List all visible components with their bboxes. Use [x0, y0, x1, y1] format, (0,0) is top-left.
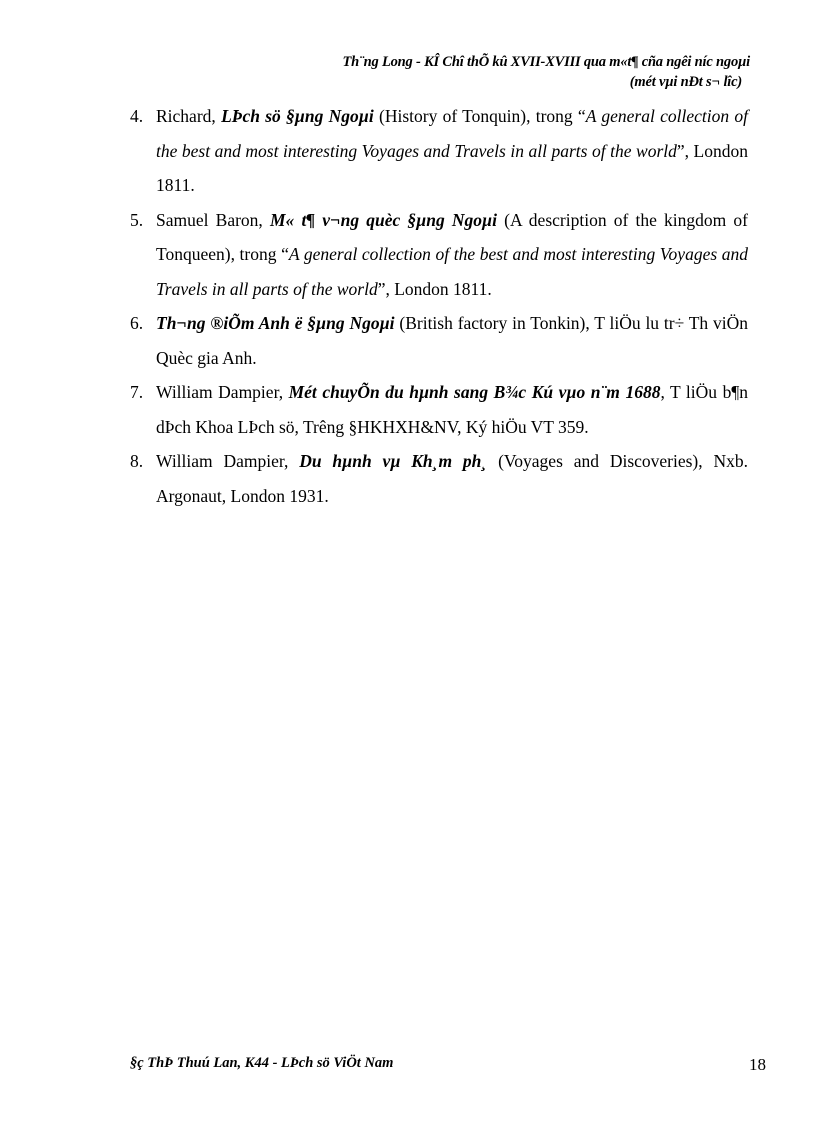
- reference-number: 5.: [130, 209, 144, 230]
- reference-list: [130, 99, 748, 513]
- reference-detail: (History of Tonquin), trong “: [373, 106, 586, 126]
- reference-item: [130, 375, 748, 444]
- reference-publication: ”, London 1811.: [377, 278, 492, 299]
- reference-number: 8.: [130, 451, 144, 471]
- reference-detail: (A description of the kingdom of Tonqueen), trong “: [156, 209, 748, 264]
- reference-text: [156, 306, 748, 375]
- reference-title: M« t¶ v¬ng quèc §µng Ngoµi: [269, 209, 497, 230]
- reference-collection: A general collection of the best and most interesting Voyages and Travels in all parts of the world: [156, 106, 748, 161]
- page-number: 18: [749, 1055, 766, 1074]
- reference-title: Du hµnh vµ Kh¸m ph¸: [299, 451, 488, 471]
- running-header: [230, 52, 750, 92]
- reference-title: LÞch sö §µng Ngoµi: [221, 106, 374, 126]
- reference-detail: (British factory in Tonkin), T liÖu lu tr÷ Th viÖn Quèc gia Anh.: [156, 313, 748, 368]
- reference-detail: (Voyages and Discoveries), Nxb. Argonaut, London 1931.: [156, 451, 748, 506]
- header-title: Th¨ng Long - KÎ Chî thÕ kû XVII-XVIII qua m«t¶ cña ngêi níc ngoµi: [342, 54, 750, 70]
- reference-author: William Dampier,: [156, 382, 289, 402]
- reference-number: 4.: [130, 106, 144, 126]
- reference-publication: ”, London 1811.: [156, 140, 748, 195]
- footer-author: §ç ThÞ Thuú Lan, K44 - LÞch sö ViÖt Nam: [130, 1055, 394, 1071]
- reference-item: [130, 203, 748, 307]
- reference-number: 7.: [130, 382, 144, 402]
- reference-text: [156, 375, 748, 444]
- reference-text: [156, 203, 748, 307]
- reference-title: Th¬ng ®iÕm Anh ë §µng Ngoµi: [156, 313, 395, 333]
- reference-author: Samuel Baron,: [156, 209, 270, 230]
- reference-title: Mét chuyÕn du hµnh sang B¾c Kú vµo n¨m 1688: [288, 382, 661, 402]
- reference-author: Richard,: [156, 106, 222, 126]
- reference-item: [130, 99, 748, 203]
- reference-number: 6.: [130, 313, 144, 333]
- header-subtitle: (mét vµi nÐt s¬ lîc): [629, 74, 742, 90]
- reference-text: [156, 99, 748, 203]
- reference-item: [130, 306, 748, 375]
- reference-author: William Dampier,: [156, 451, 300, 471]
- reference-text: [156, 444, 748, 513]
- reference-detail: , T liÖu b¶n dÞch Khoa LÞch sö, Trêng §HKHXH&NV, Ký hiÖu VT 359.: [156, 382, 749, 437]
- reference-collection: A general collection of the best and most interesting Voyages and Travels in all parts of the world: [156, 244, 748, 299]
- reference-item: [130, 444, 748, 513]
